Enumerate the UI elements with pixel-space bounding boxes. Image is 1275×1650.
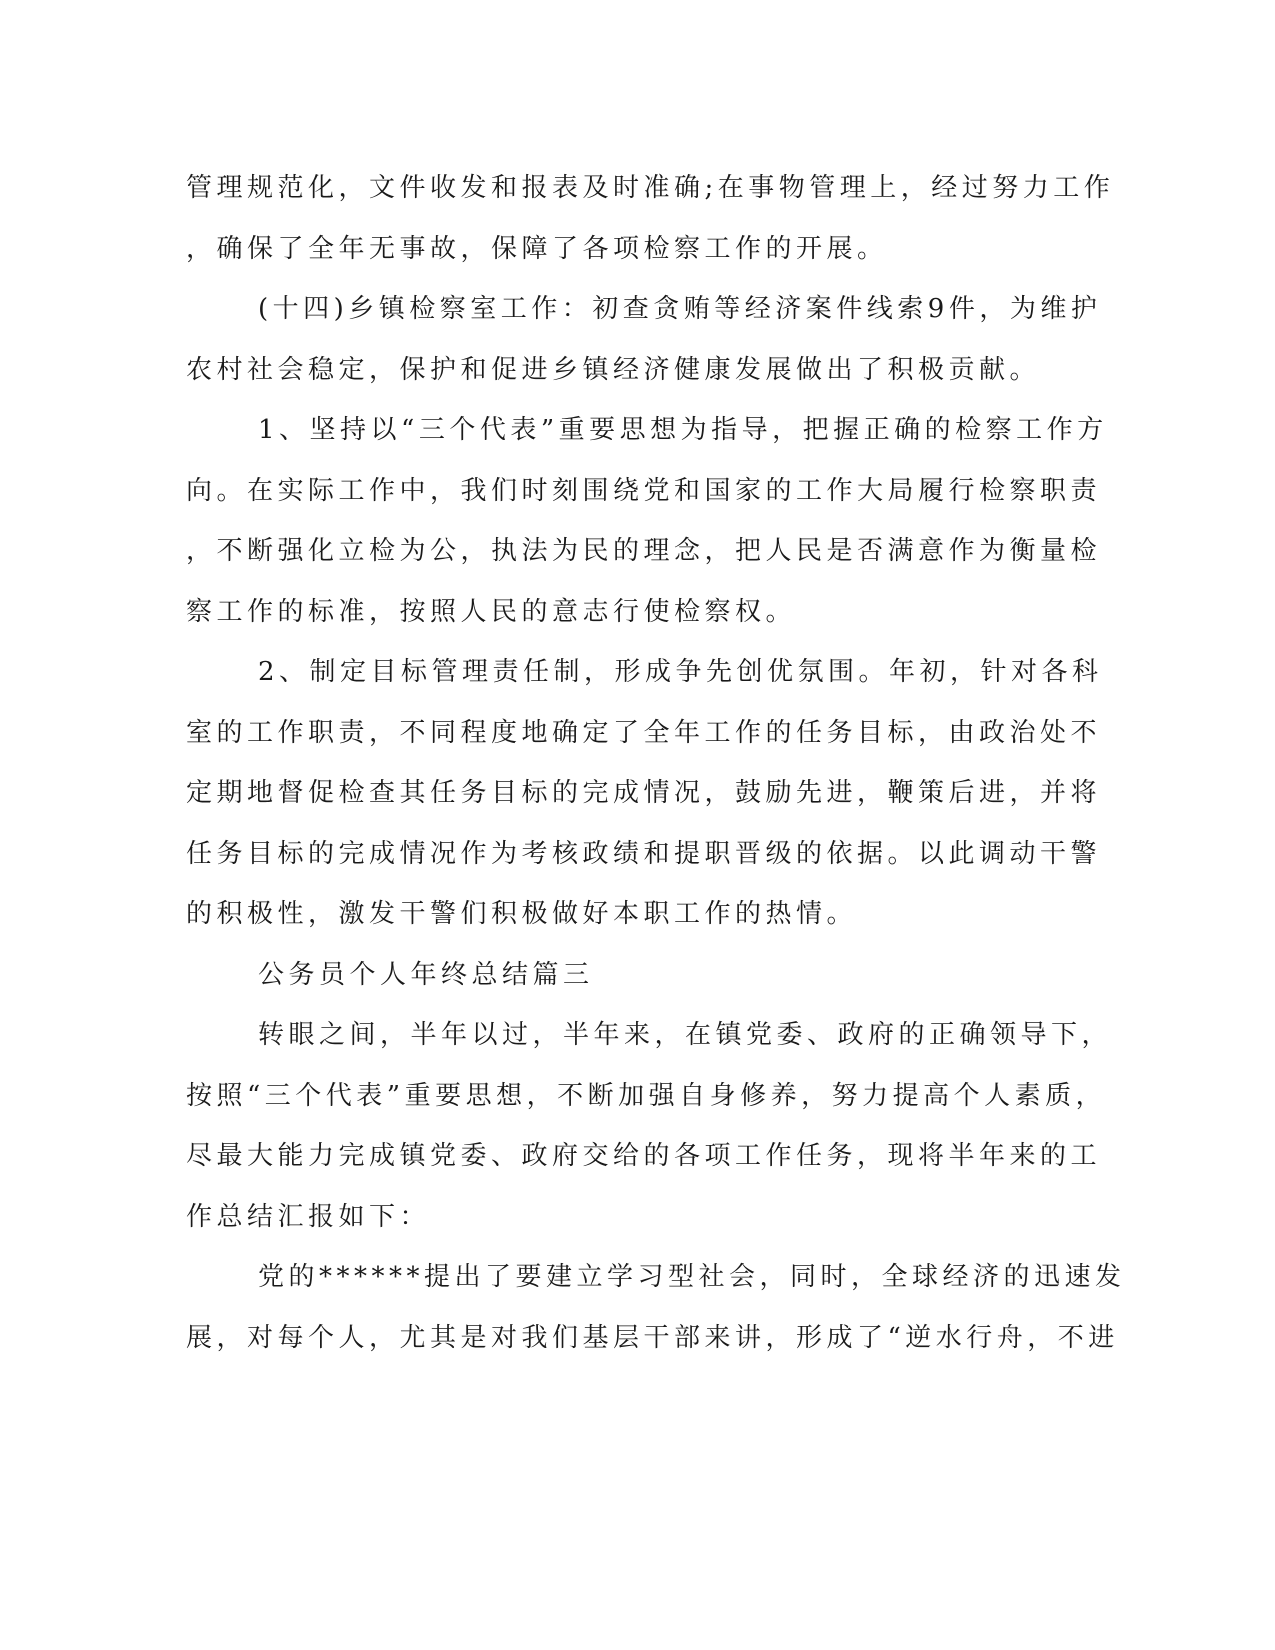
paragraph-start-line: 1、坚持以“三个代表”重要思想为指导，把握正确的检察工作方 bbox=[258, 415, 1108, 445]
text-line: 的积极性，激发干警们积极做好本职工作的热情。 bbox=[186, 899, 858, 929]
text-line: 管理规范化，文件收发和报表及时准确;在事物管理上，经过努力工作 bbox=[186, 173, 1115, 203]
text-line: 按照“三个代表”重要思想，不断加强自身修养，努力提高个人素质， bbox=[186, 1080, 1107, 1111]
paragraph-start-line: 党的******提出了要建立学习型社会，同时，全球经济的迅速发 bbox=[258, 1262, 1126, 1292]
text-line: 向。在实际工作中，我们时刻围绕党和国家的工作大局履行检察职责 bbox=[186, 475, 1102, 506]
document-body bbox=[186, 158, 1126, 1368]
section-heading: 公务员个人年终总结篇三 bbox=[258, 959, 594, 990]
text-line: 察工作的标准，按照人民的意志行使检察权。 bbox=[186, 596, 797, 627]
text-line: 农村社会稳定，保护和促进乡镇经济健康发展做出了积极贡献。 bbox=[186, 354, 1041, 385]
text-line: 室的工作职责，不同程度地确定了全年工作的任务目标，由政治处不 bbox=[186, 717, 1102, 748]
text-line: ，不断强化立检为公，执法为民的理念，把人民是否满意作为衡量检 bbox=[186, 536, 1102, 566]
text-line: 任务目标的完成情况作为考核政绩和提职晋级的依据。以此调动干警 bbox=[186, 838, 1102, 869]
text-line: 作总结汇报如下： bbox=[186, 1201, 431, 1232]
paragraph-start-line: 转眼之间，半年以过，半年来，在镇党委、政府的正确领导下， bbox=[258, 1020, 1113, 1050]
text-line: 尽最大能力完成镇党委、政府交给的各项工作任务，现将半年来的工 bbox=[186, 1141, 1102, 1171]
paragraph-start-line: 2、制定目标管理责任制，形成争先创优氛围。年初，针对各科 bbox=[258, 657, 1103, 687]
text-line: ，确保了全年无事故，保障了各项检察工作的开展。 bbox=[186, 233, 888, 264]
text-line: 定期地督促检查其任务目标的完成情况，鼓励先进，鞭策后进，并将 bbox=[186, 778, 1102, 808]
paragraph-start-line: (十四)乡镇检察室工作：初查贪贿等经济案件线索9件，为维护 bbox=[258, 294, 1102, 324]
text-line: 展，对每个人，尤其是对我们基层干部来讲，形成了“逆水行舟，不进 bbox=[186, 1322, 1119, 1353]
